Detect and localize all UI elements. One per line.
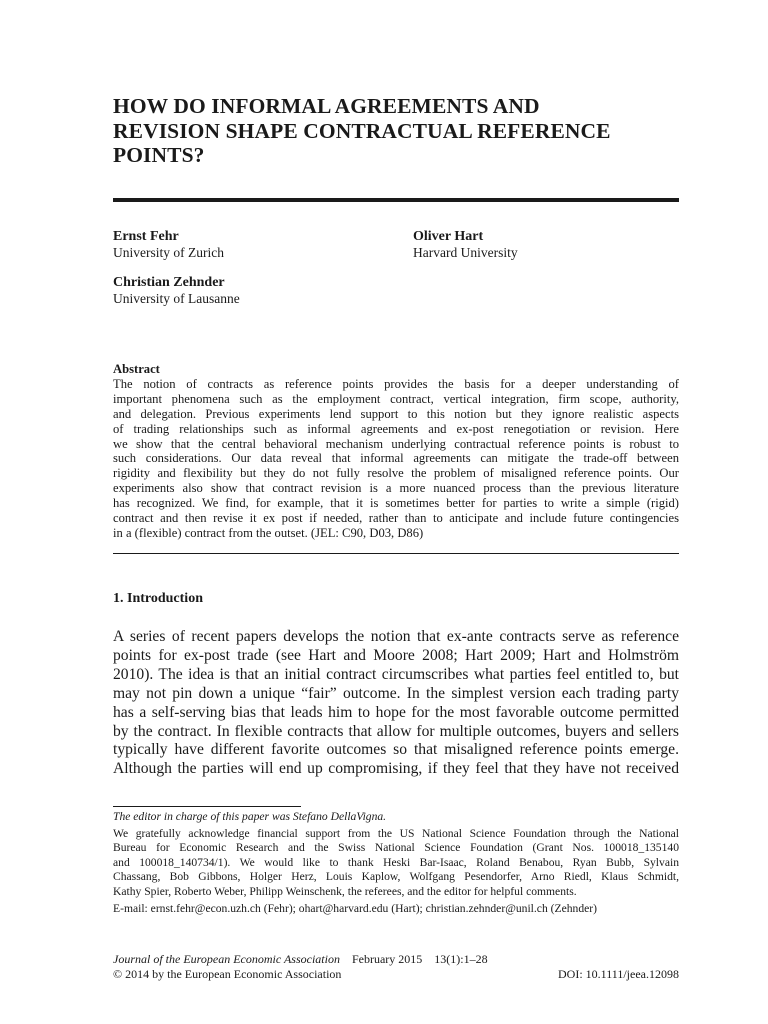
introduction-text xyxy=(113,628,679,779)
journal-row-top xyxy=(113,952,679,967)
abstract-line: The notion of contracts as reference points provides the basis for a deeper understanding of xyxy=(113,376,679,391)
abstract-line: we show that the central behavioral mechanism underlying contractual reference points is robust to xyxy=(113,436,679,451)
abstract-line: such considerations. Our data reveal that informal agreements can mitigate the trade-off between xyxy=(113,451,679,466)
author-block-fehr xyxy=(113,229,224,261)
footnote-ack-line: Chassang, Bob Gibbons, Holger Herz, Louis Kaplow, Wolfgang Pesendorfer, Arno Riedl, Klaus Schmidt, xyxy=(113,870,679,884)
title-line-1: HOW DO INFORMAL AGREEMENTS AND xyxy=(113,94,540,118)
abstract-line: has recognized. We find, for example, that it is sometimes better for parties to write a simple (rigid) xyxy=(113,496,679,511)
journal-copyright: © 2014 by the European Economic Association xyxy=(113,967,342,981)
journal-citation xyxy=(113,952,488,967)
abstract-line: in a (flexible) contract from the outset. (JEL: C90, D03, D86) xyxy=(113,525,424,540)
journal-doi: DOI: 10.1111/jeea.12098 xyxy=(558,967,679,981)
title-line-3: POINTS? xyxy=(113,143,205,167)
abstract-line: and delegation. Previous experiments lend support to this notion but they ignore realistic aspects xyxy=(113,406,679,421)
journal-row-bottom xyxy=(113,967,679,982)
paper-page xyxy=(113,0,679,1024)
abstract-line: important phenomena such as the employment contract, vertical integration, firm scope, authority, xyxy=(113,391,679,406)
title-line-2: REVISION SHAPE CONTRACTUAL REFERENCE xyxy=(113,118,611,143)
footnotes xyxy=(113,810,679,916)
footnote-editor: The editor in charge of this paper was Stefano DellaVigna. xyxy=(113,810,387,823)
body-line: typically have different favorite outcomes so that misaligned reference points emerge. xyxy=(113,741,679,759)
abstract-line: of trading relationships such as informal agreements and ex-post renegotiation or revision. Here xyxy=(113,421,679,436)
journal-issue: 13(1):1–28 xyxy=(434,952,488,966)
body-line: points for ex-post trade (see Hart and Moore 2008; Hart 2009; Hart and Holmström xyxy=(113,646,679,664)
footnote-ack-line: Bureau for Economic Research and the Swiss National Science Foundation (Grant Nos. 100018_135140 xyxy=(113,841,679,855)
section-heading: 1. Introduction xyxy=(113,591,203,606)
author-block-zehnder xyxy=(113,275,240,307)
author-affiliation: University of Lausanne xyxy=(113,291,240,306)
footnote-email: E-mail: ernst.fehr@econ.uzh.ch (Fehr); ohart@harvard.edu (Hart); christian.zehnder@unil.ch (Zehnder) xyxy=(113,901,597,915)
body-line: has a self-serving bias that leads him to hope for the most favorable outcome permitted xyxy=(113,703,679,721)
abstract-line: contract and then revise it ex post if needed, rather than to anticipate and include future contingencies xyxy=(113,511,679,526)
body-line: 2010). The idea is that an initial contract circumscribes what parties feel entitled to, but xyxy=(113,665,679,683)
paper-title xyxy=(113,94,679,168)
body-line: Although the parties will end up compromising, if they feel that they have not received xyxy=(113,760,679,778)
author-name: Oliver Hart xyxy=(413,229,484,244)
body-line: may not pin down a unique “fair” outcome. In the simplest version each trading party xyxy=(113,684,679,702)
body-line: A series of recent papers develops the notion that ex-ante contracts serve as reference xyxy=(113,628,679,645)
journal-name: Journal of the European Economic Association xyxy=(113,952,340,966)
journal-info xyxy=(113,952,679,982)
journal-date: February 2015 xyxy=(351,952,423,966)
title-rule xyxy=(113,198,679,202)
abstract-rule xyxy=(113,553,679,554)
author-name: Christian Zehnder xyxy=(113,275,225,290)
footnote-ack-line: We gratefully acknowledge financial support from the US National Science Foundation through the National xyxy=(113,826,679,840)
abstract xyxy=(113,362,679,541)
author-affiliation: Harvard University xyxy=(413,245,518,260)
footnote-ack-line: and 100018_140734/1). We would like to thank Heski Bar-Isaac, Roland Benabou, Ryan Bubb, Sylvain xyxy=(113,855,679,869)
body-line: by the contract. In flexible contracts that allow for multiple outcomes, buyers and sellers xyxy=(113,722,679,740)
footnote-ack-line: Kathy Spier, Roberto Weber, Philipp Weinschenk, the referees, and the editor for helpful comments. xyxy=(113,884,577,898)
author-block-hart xyxy=(413,229,518,261)
abstract-heading: Abstract xyxy=(113,362,160,376)
author-name: Ernst Fehr xyxy=(113,229,179,244)
abstract-line: rigidity and flexibility but they do not fully resolve the problem of misaligned reference points. Our xyxy=(113,466,679,481)
author-affiliation: University of Zurich xyxy=(113,245,224,260)
footnote-rule xyxy=(113,806,301,807)
abstract-line: experiments also show that contract revision is a more nuanced process than the previous literature xyxy=(113,481,679,496)
